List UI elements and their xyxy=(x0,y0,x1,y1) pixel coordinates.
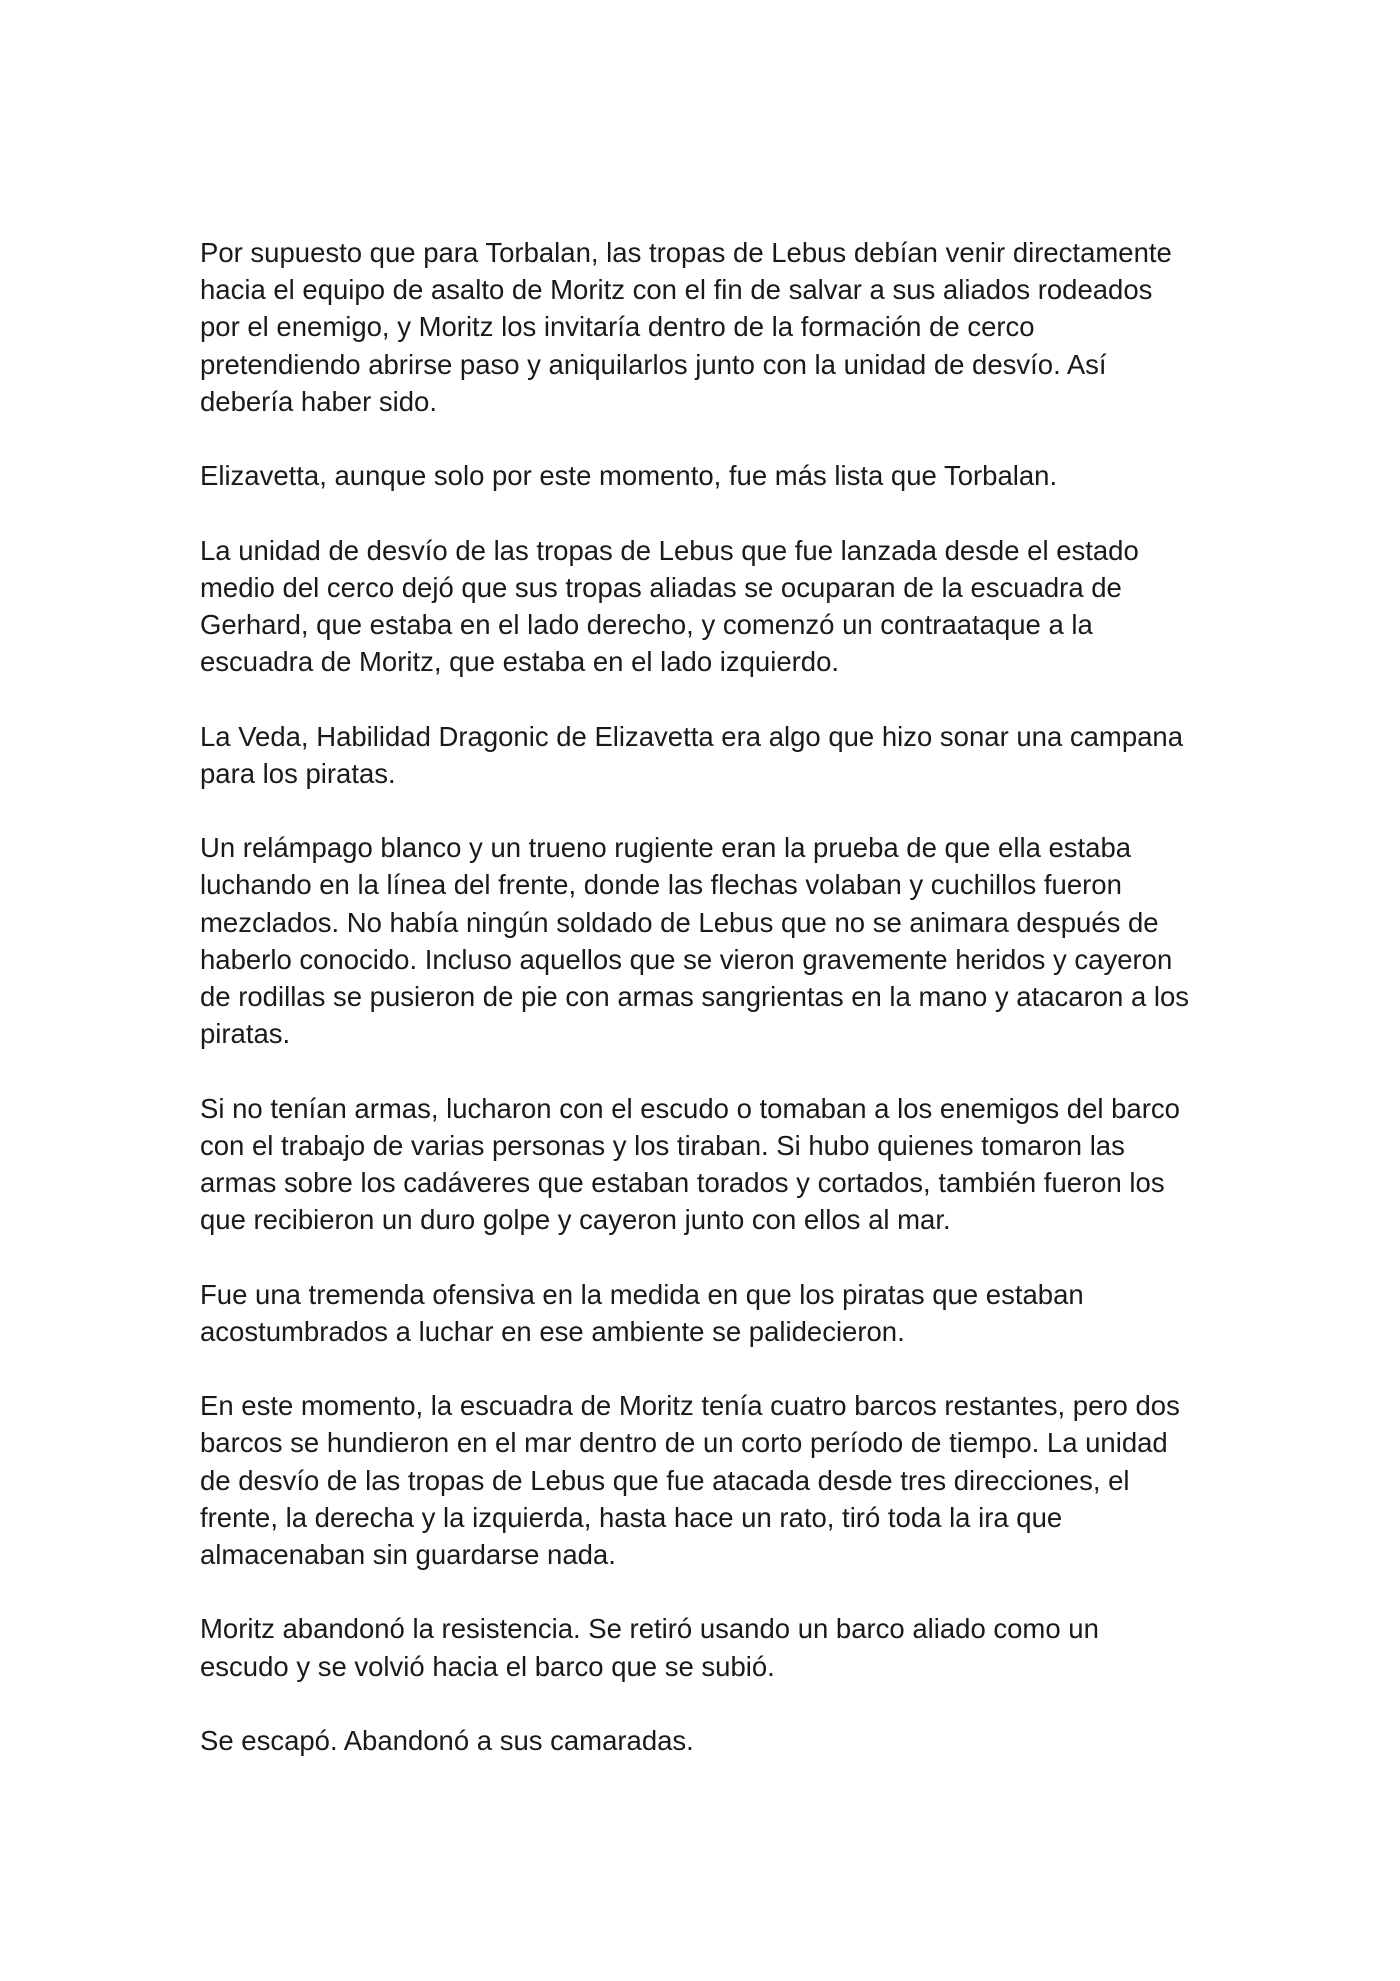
paragraph xyxy=(200,1722,1210,1759)
text-line: Por supuesto que para Torbalan, las tropas de Lebus debían venir directamente xyxy=(200,237,1172,268)
text-line: pretendiendo abrirse paso y aniquilarlos junto con la unidad de desvío. Así xyxy=(200,348,1107,380)
text-line: medio del cerco dejó que sus tropas aliadas se ocuparan de la escuadra de xyxy=(200,571,1122,603)
text-line: Un relámpago blanco y un trueno rugiente eran la prueba de que ella estaba xyxy=(200,832,1132,864)
text-line: frente, la derecha y la izquierda, hasta hace un rato, tiró toda la ira que xyxy=(200,1501,1063,1533)
document-body xyxy=(200,234,1210,1796)
text-line: piratas. xyxy=(200,1018,291,1050)
paragraph xyxy=(200,1276,1210,1350)
paragraph xyxy=(200,1090,1210,1239)
text-line: escudo y se volvió hacia el barco que se subió. xyxy=(200,1650,775,1682)
paragraph xyxy=(200,1387,1210,1573)
text-line: que recibieron un duro golpe y cayeron junto con ellos al mar. xyxy=(200,1204,951,1236)
text-line: de rodillas se pusieron de pie con armas sangrientas en la mano y atacaron a los xyxy=(200,981,1190,1012)
text-line: armas sobre los cadáveres que estaban torados y cortados, también fueron los xyxy=(200,1167,1165,1198)
text-line: luchando en la línea del frente, donde las flechas volaban y cuchillos fueron xyxy=(200,869,1122,901)
text-line: de desvío de las tropas de Lebus que fue atacada desde tres direcciones, el xyxy=(200,1464,1130,1496)
text-line: con el trabajo de varias personas y los tiraban. Si hubo quienes tomaron las xyxy=(200,1129,1125,1161)
text-line: barcos se hundieron en el mar dentro de un corto período de tiempo. La unidad xyxy=(200,1427,1168,1459)
paragraph xyxy=(200,829,1210,1052)
text-line: Fue una tremenda ofensiva en la medida en que los piratas que estaban xyxy=(200,1278,1084,1310)
paragraph xyxy=(200,234,1210,420)
text-line: La Veda, Habilidad Dragonic de Elizavetta era algo que hizo sonar una campana xyxy=(200,720,1184,752)
text-line: almacenaban sin guardarse nada. xyxy=(200,1539,616,1570)
text-line: Moritz abandonó la resistencia. Se retiró usando un barco aliado como un xyxy=(200,1613,1099,1645)
text-line: En este momento, la escuadra de Moritz tenía cuatro barcos restantes, pero dos xyxy=(200,1390,1180,1422)
text-line: Gerhard, que estaba en el lado derecho, y comenzó un contraataque a la xyxy=(200,609,1093,640)
text-line: para los piratas. xyxy=(200,757,396,789)
text-line: Elizavetta, aunque solo por este momento, fue más lista que Torbalan. xyxy=(200,460,1058,492)
text-line: La unidad de desvío de las tropas de Lebus que fue lanzada desde el estado xyxy=(200,534,1139,566)
text-line: escuadra de Moritz, que estaba en el lado izquierdo. xyxy=(200,646,840,678)
text-line: por el enemigo, y Moritz los invitaría dentro de la formación de cerco xyxy=(200,311,1035,343)
paragraph xyxy=(200,532,1210,681)
paragraph xyxy=(200,457,1210,494)
text-line: Si no tenían armas, lucharon con el escudo o tomaban a los enemigos del barco xyxy=(200,1092,1180,1124)
paragraph xyxy=(200,718,1210,792)
text-line: hacia el equipo de asalto de Moritz con el fin de salvar a sus aliados rodeados xyxy=(200,274,1153,306)
text-line: mezclados. No había ningún soldado de Lebus que no se animara después de xyxy=(200,906,1159,938)
paragraph xyxy=(200,1610,1210,1684)
text-line: Se escapó. Abandonó a sus camaradas. xyxy=(200,1724,694,1756)
text-line: haberlo conocido. Incluso aquellos que se vieron gravemente heridos y cayeron xyxy=(200,943,1173,975)
text-line: debería haber sido. xyxy=(200,385,437,417)
text-line: acostumbrados a luchar en ese ambiente se palidecieron. xyxy=(200,1315,905,1347)
